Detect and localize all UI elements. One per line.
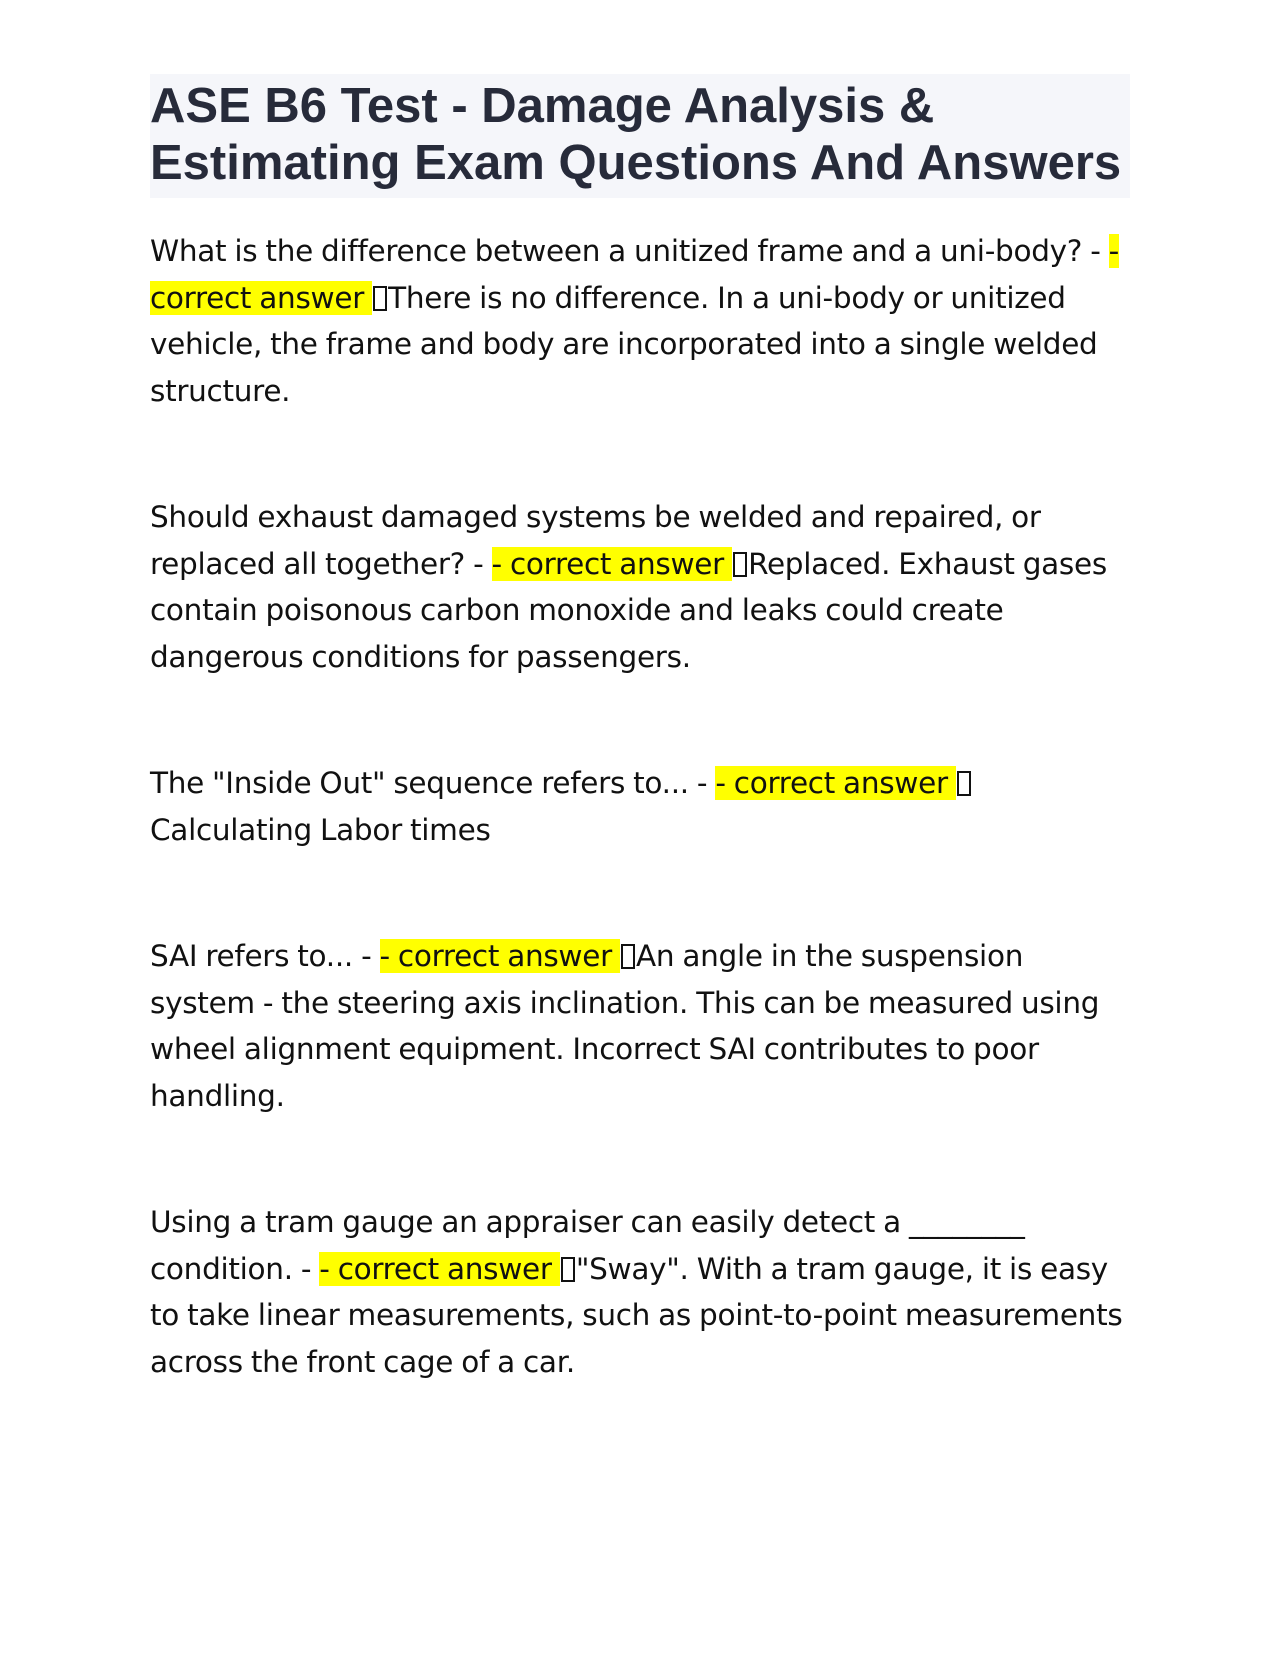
question-text: The "Inside Out" sequence refers to... - — [150, 766, 716, 800]
missing-glyph-icon — [733, 552, 747, 577]
correct-answer-marker: - correct answer — [319, 1251, 560, 1286]
missing-glyph-icon — [621, 944, 635, 969]
qa-item-3 — [150, 760, 1130, 853]
missing-glyph-icon — [957, 771, 971, 796]
question-text: Should exhaust damaged systems be welded and repaired, or replaced all together? - — [150, 500, 1041, 581]
title-banner — [150, 74, 1130, 198]
answer-text: An angle in the suspension system - the steering axis inclination. This can be measured using wheel alignment equipment. Incorrect SAI contributes to poor handling. — [150, 939, 1100, 1113]
correct-answer-marker: - correct answer — [715, 766, 956, 800]
answer-text: Calculating Labor times — [150, 812, 491, 847]
correct-answer-marker: - correct answer — [379, 939, 621, 973]
answer-text: "Sway". With a tram gauge, it is easy to take linear measurements, such as point-to-point measurements across the front cage of a car. — [150, 1251, 1123, 1379]
correct-answer-marker: - correct answer — [150, 234, 1120, 315]
answer-text: Replaced. Exhaust gases contain poisonous carbon monoxide and leaks could create dangerous conditions for passengers. — [150, 546, 1107, 674]
question-text: SAI refers to... - — [150, 939, 380, 973]
missing-glyph-icon — [561, 1257, 575, 1282]
answer-text: There is no difference. In a uni-body or unitized vehicle, the frame and body are incorporated into a single welded structure. — [150, 280, 1098, 408]
question-text: Using a tram gauge an appraiser can easily detect a ________ condition. - — [150, 1205, 1025, 1286]
missing-glyph-icon — [373, 286, 387, 311]
correct-answer-marker: - correct answer — [491, 546, 733, 581]
document-title: ASE B6 Test - Damage Analysis & Estimating Exam Questions And Answers — [150, 79, 1122, 190]
document-page — [150, 74, 1130, 1465]
qa-item-5 — [150, 1199, 1130, 1385]
qa-item-1 — [150, 228, 1130, 414]
qa-item-2 — [150, 494, 1130, 680]
qa-item-4 — [150, 933, 1130, 1119]
question-text: What is the difference between a unitized frame and a uni-body? - — [150, 234, 1109, 268]
